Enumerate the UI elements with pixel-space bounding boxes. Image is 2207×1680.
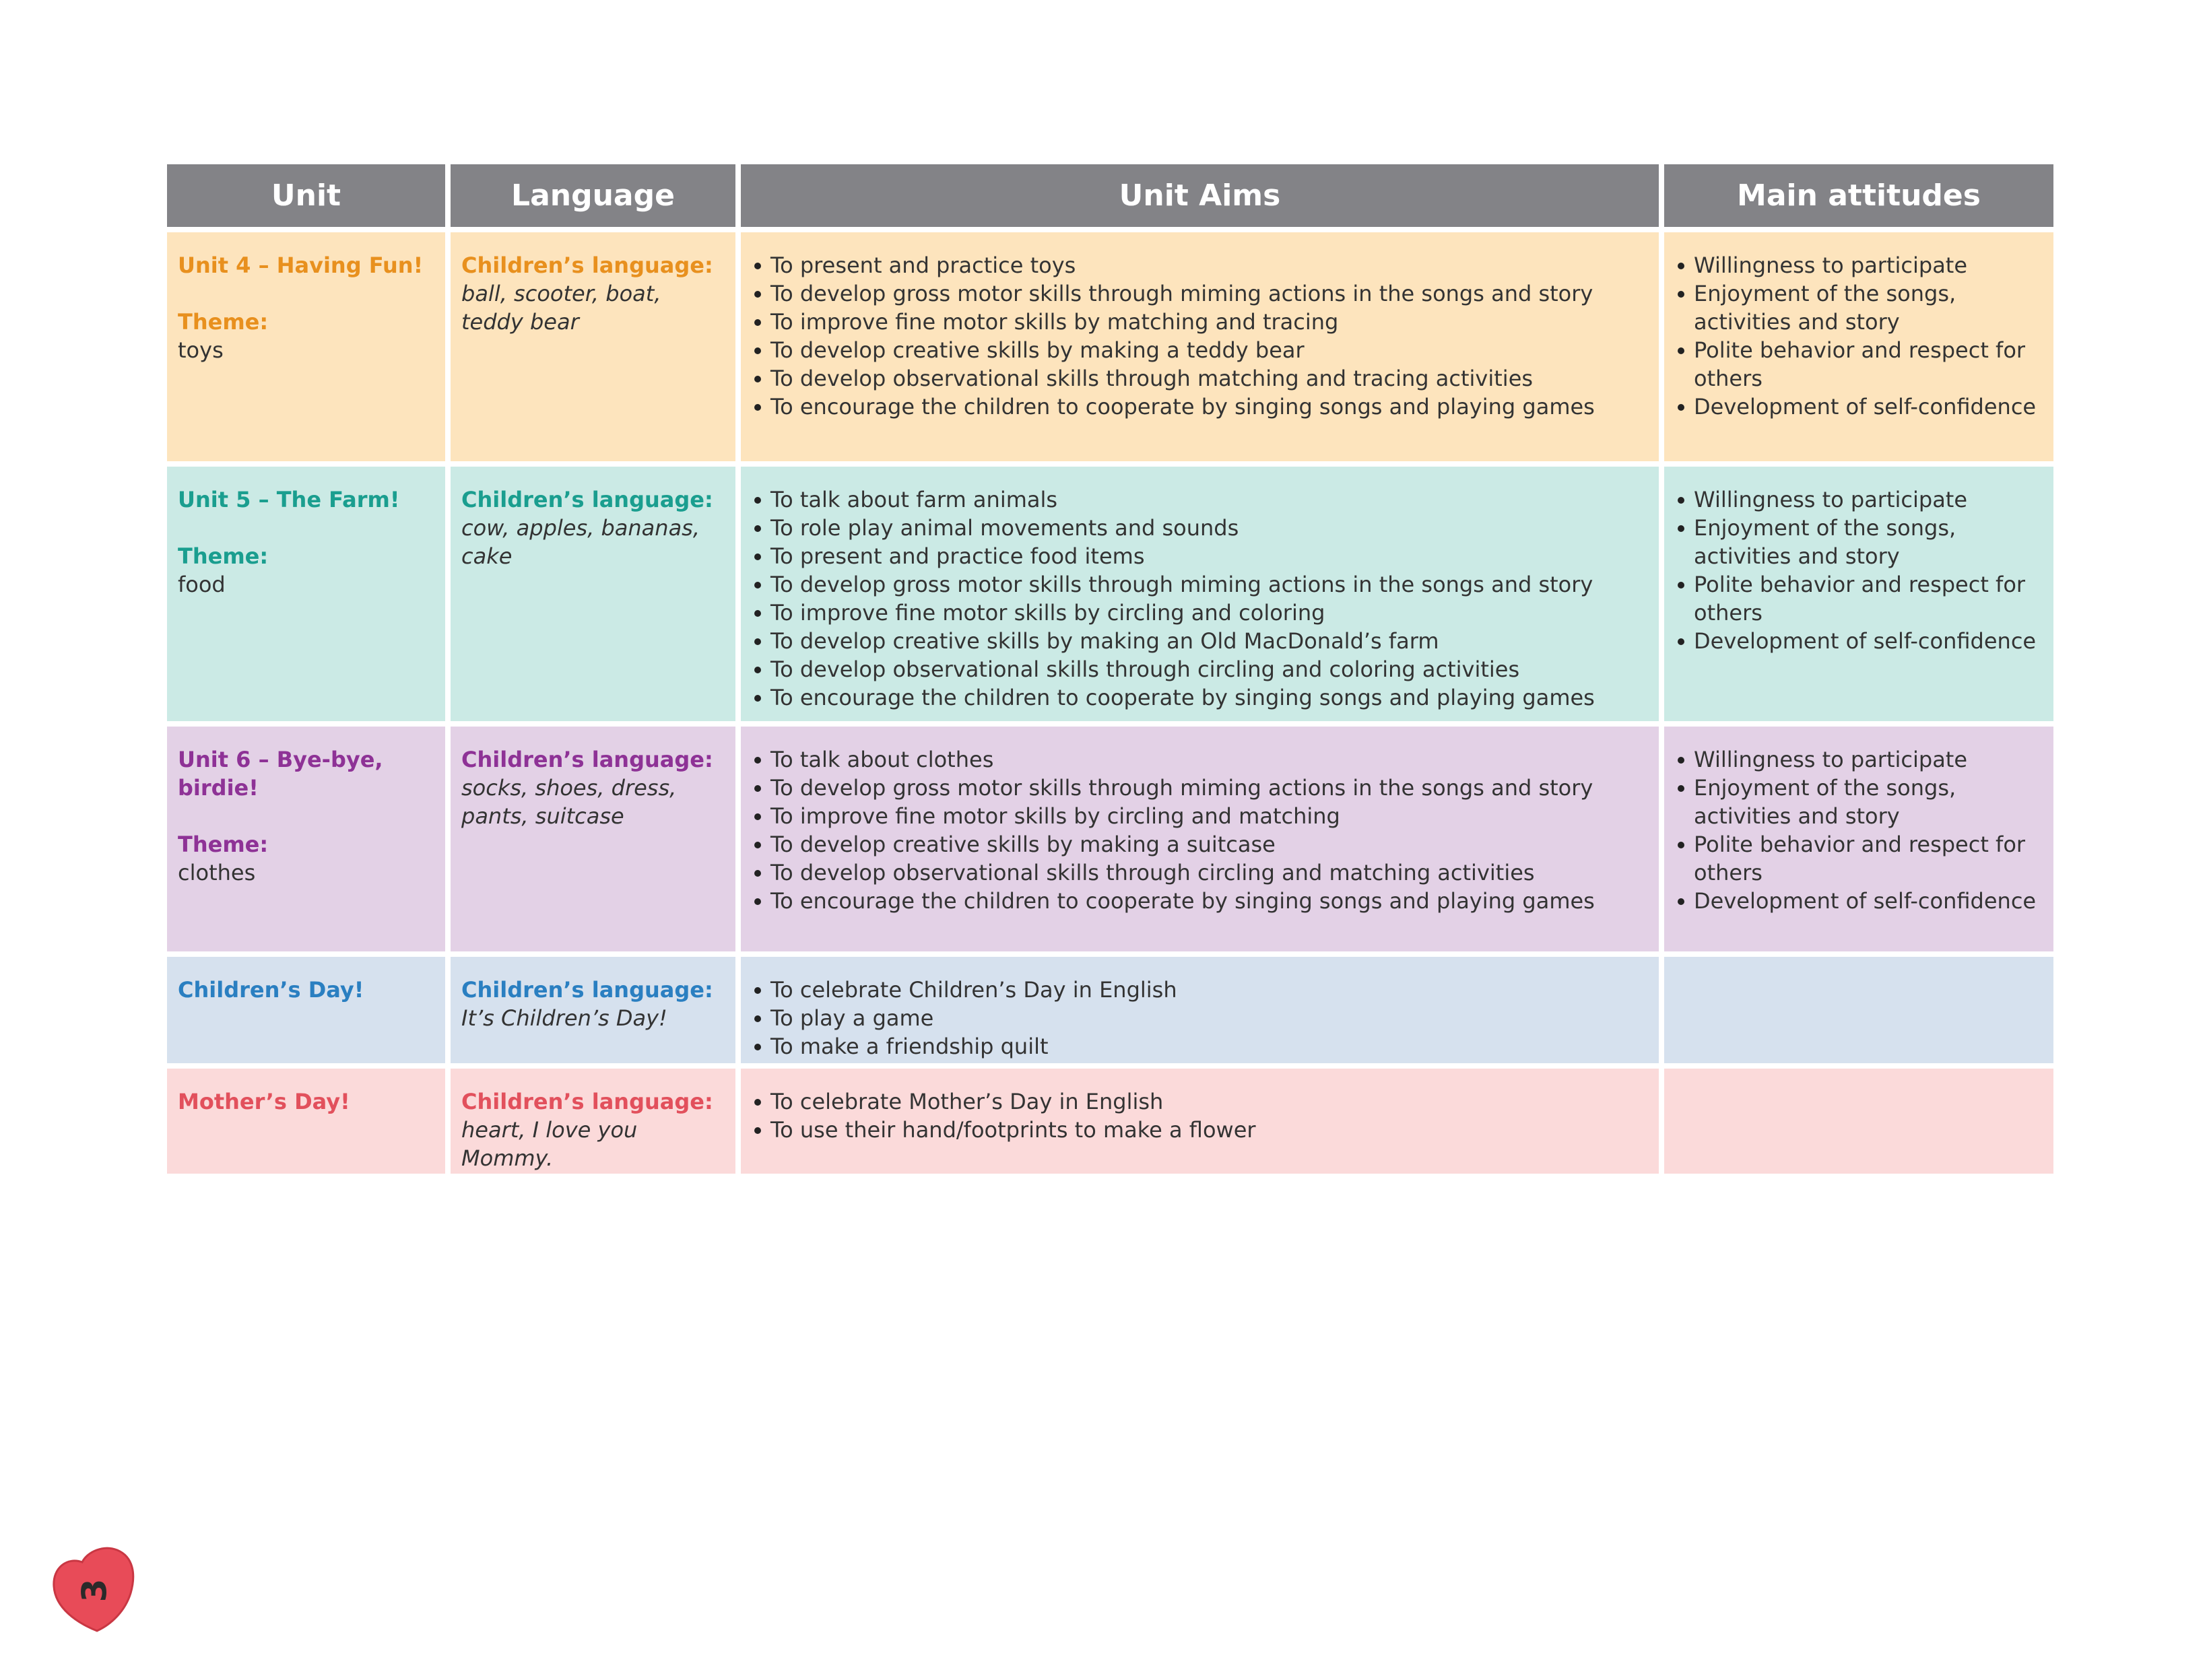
aim-item: To develop creative skills by making a teddy bear [752,336,1648,364]
aim-item: To talk about farm animals [752,485,1648,514]
attitude-item: Willingness to participate [1675,251,2043,279]
aim-item: To role play animal movements and sounds [752,514,1648,542]
theme-label: Theme: [178,309,269,335]
aim-item: To develop creative skills by making an Old MacDonald’s farm [752,627,1648,655]
attitude-item: Polite behavior and respect for others [1675,336,2043,393]
aim-item: To develop observational skills through circling and matching activities [752,859,1648,887]
aim-item: To develop creative skills by making a suitcase [752,830,1648,859]
language-label: Children’s language: [461,747,713,772]
language-label: Children’s language: [461,1089,713,1114]
theme-label: Theme: [178,832,269,857]
aim-item: To celebrate Mother’s Day in English [752,1087,1648,1116]
page-number: 3 [75,1578,114,1603]
language-cell [451,957,735,1063]
attitude-item: Willingness to participate [1675,485,2043,514]
aim-item: To encourage the children to cooperate by singing songs and playing games [752,393,1648,421]
aim-item: To present and practice food items [752,542,1648,570]
attitudes-cell [1664,232,2053,461]
attitudes-cell [1664,727,2053,951]
aim-item: To play a game [752,1004,1648,1032]
header-unit-aims: Unit Aims [741,164,1659,227]
unit-title: Mother’s Day! [178,1089,350,1114]
syllabus-table [167,164,2049,1174]
attitude-item: Polite behavior and respect for others [1675,570,2043,627]
aim-item: To develop gross motor skills through miming actions in the songs and story [752,570,1648,599]
theme-value: food [178,572,226,597]
aim-item: To develop observational skills through circling and coloring activities [752,655,1648,683]
attitude-item: Development of self-confidence [1675,627,2043,655]
unit-cell [167,727,445,951]
aim-item: To improve fine motor skills by matching and tracing [752,308,1648,336]
aim-item: To develop observational skills through matching and tracing activities [752,364,1648,393]
aim-item: To encourage the children to cooperate by singing songs and playing games [752,887,1648,915]
attitudes-cell [1664,467,2053,721]
language-cell [451,232,735,461]
aim-item: To use their hand/footprints to make a flower [752,1116,1648,1144]
aim-item: To improve fine motor skills by circling and matching [752,802,1648,830]
language-cell [451,467,735,721]
header-unit: Unit [167,164,445,227]
attitudes-cell [1664,957,2053,1063]
unit-title: Unit 6 – Bye-bye, birdie! [178,747,383,801]
language-vocabulary: cow, apples, bananas, cake [461,515,700,569]
aim-item: To talk about clothes [752,745,1648,774]
page-number-heart-icon [50,1542,141,1636]
attitude-item: Development of self-confidence [1675,887,2043,915]
language-vocabulary: ball, scooter, boat, teddy bear [461,281,661,335]
unit-cell [167,957,445,1063]
attitudes-cell [1664,1069,2053,1174]
aim-item: To develop gross motor skills through miming actions in the songs and story [752,774,1648,802]
language-cell [451,1069,735,1174]
unit-title: Unit 5 – The Farm! [178,487,400,512]
attitude-item: Polite behavior and respect for others [1675,830,2043,887]
aims-cell [741,1069,1659,1174]
language-vocabulary: It’s Children’s Day! [461,1005,667,1031]
header-main-attitudes: Main attitudes [1664,164,2053,227]
unit-cell [167,467,445,721]
aim-item: To develop gross motor skills through miming actions in the songs and story [752,279,1648,308]
aims-cell [741,467,1659,721]
aim-item: To improve fine motor skills by circling and coloring [752,599,1648,627]
attitude-item: Enjoyment of the songs, activities and story [1675,774,2043,830]
aim-item: To celebrate Children’s Day in English [752,976,1648,1004]
aims-cell [741,957,1659,1063]
language-label: Children’s language: [461,977,713,1003]
aim-item: To encourage the children to cooperate by singing songs and playing games [752,683,1648,712]
unit-title: Unit 4 – Having Fun! [178,253,424,278]
aim-item: To make a friendship quilt [752,1032,1648,1061]
attitude-item: Willingness to participate [1675,745,2043,774]
attitude-item: Development of self-confidence [1675,393,2043,421]
aims-cell [741,727,1659,951]
language-vocabulary: socks, shoes, dress, pants, suitcase [461,775,677,829]
unit-cell [167,232,445,461]
language-label: Children’s language: [461,487,713,512]
attitude-item: Enjoyment of the songs, activities and story [1675,279,2043,336]
attitude-item: Enjoyment of the songs, activities and story [1675,514,2043,570]
header-language: Language [451,164,735,227]
aim-item: To present and practice toys [752,251,1648,279]
language-vocabulary: heart, I love you Mommy. [461,1117,638,1171]
theme-label: Theme: [178,543,269,569]
aims-cell [741,232,1659,461]
language-label: Children’s language: [461,253,713,278]
theme-value: clothes [178,860,256,885]
theme-value: toys [178,337,224,363]
language-cell [451,727,735,951]
unit-title: Children’s Day! [178,977,364,1003]
unit-cell [167,1069,445,1174]
